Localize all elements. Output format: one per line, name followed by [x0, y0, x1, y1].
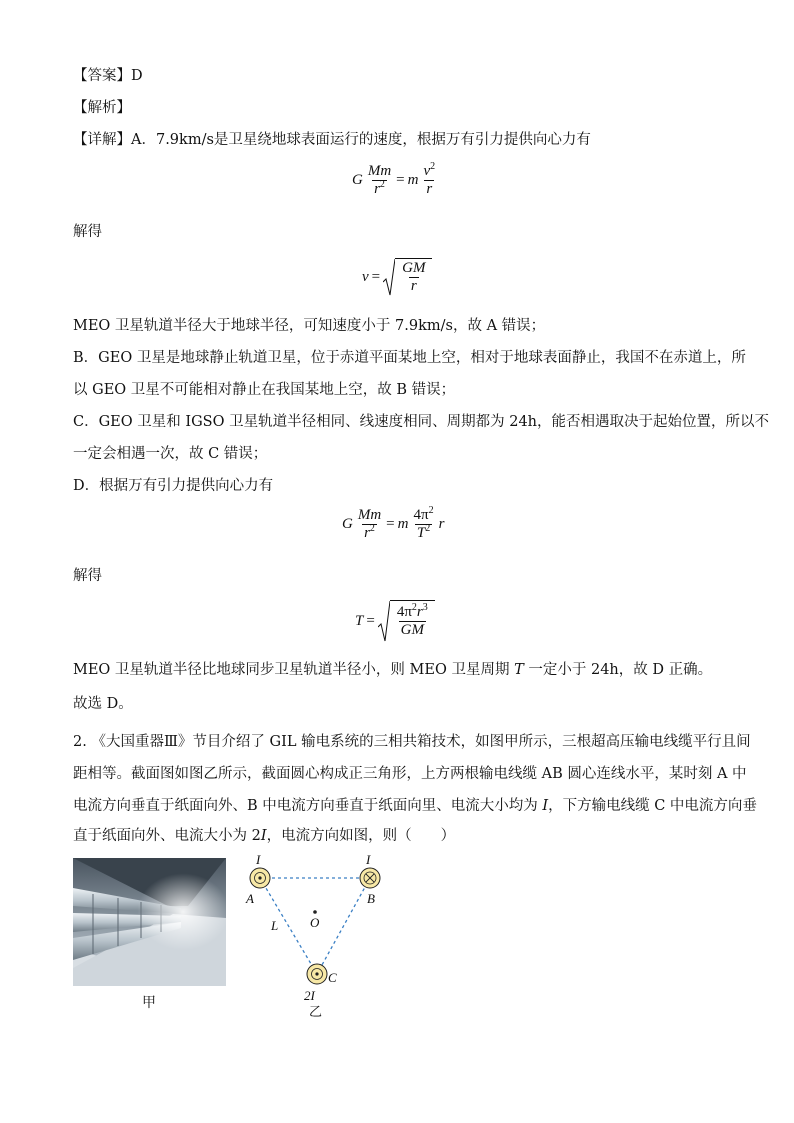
- eq4-T: T: [355, 612, 364, 629]
- eq3-m: m: [397, 516, 409, 532]
- solve-label-1: 解得: [73, 224, 102, 240]
- label-current-c: 2I: [304, 988, 315, 1003]
- cable-b: [360, 868, 380, 888]
- question2-line3-part1: 电流方向垂直于纸面向外、B 中电流方向垂直于纸面向里、电流大小均为: [73, 798, 543, 814]
- line-ac: [260, 878, 317, 974]
- detail-line-d2-T: T: [514, 662, 524, 678]
- detail-line-d2-part2: 一定小于 24h，故 D 正确。: [523, 662, 713, 678]
- eq1-num-left: Mm: [367, 163, 392, 179]
- eq1-G: G: [352, 172, 363, 188]
- detail-line-a2: MEO 卫星轨道半径大于地球半径，可知速度小于 7.9km/s，故 A 错误；: [73, 318, 546, 334]
- eq1-exp-right: 2: [430, 161, 436, 172]
- eq4-exp-pi: 2: [411, 602, 417, 613]
- eq1-frac-right: [421, 163, 437, 198]
- question2-line3: [73, 796, 757, 816]
- answer-line: [73, 66, 143, 86]
- question2-line4-part2: ，电流方向如图，则（ ）: [266, 828, 456, 844]
- caption-jia: 甲: [142, 995, 156, 1011]
- eq3-den-right: T: [416, 525, 426, 541]
- equation-4: [355, 600, 435, 642]
- eq4-num-a: 4π: [396, 604, 412, 620]
- solve-label-2: 解得: [73, 568, 102, 584]
- eq1-exp-left: 2: [379, 179, 385, 190]
- caption-yi: 乙: [309, 1005, 323, 1020]
- label-c: C: [328, 970, 337, 985]
- detail-line-b2: 以 GEO 卫星不可能相对静止在我国某地上空，故 B 错误；: [73, 382, 456, 398]
- eq2-den: r: [410, 278, 417, 294]
- eq4-exp-r: 3: [422, 602, 428, 613]
- eq3-r: r: [438, 516, 445, 532]
- eq3-equals: =: [386, 516, 395, 532]
- label-b: B: [367, 891, 375, 906]
- detail-line-d: D．根据万有引力提供向心力有: [73, 478, 274, 494]
- eq3-exp-left: 2: [369, 523, 375, 534]
- eq1-den-right: r: [426, 181, 433, 197]
- analysis-label: 【解析】: [73, 100, 131, 116]
- detail-text-a: A．7.9km/s是卫星绕地球表面运行的速度，根据万有引力提供向心力有: [131, 132, 591, 148]
- detail-line-c1: C．GEO 卫星和 IGSO 卫星轨道半径相同、线速度相同、周期都为 24h，能否相遇取决于起始位置，所以不: [73, 414, 770, 430]
- eq2-sqrt: [383, 258, 432, 296]
- cable-a: [250, 868, 270, 888]
- eq3-G: G: [342, 516, 353, 532]
- eq1-m: m: [407, 172, 419, 188]
- answer-label: 【答案】: [73, 68, 131, 84]
- cable-cross-section-diagram: [240, 850, 410, 1024]
- eq3-num-left: Mm: [357, 507, 382, 523]
- eq2-v: v: [362, 268, 369, 285]
- eq3-exp-den: 2: [425, 523, 431, 534]
- eq3-exp-num: 2: [428, 505, 434, 516]
- eq4-equals: =: [366, 612, 375, 629]
- eq3-frac-right: [411, 507, 435, 542]
- eq1-equals: =: [396, 172, 405, 188]
- eq1-den-left: r: [374, 181, 380, 197]
- center-o-dot: [313, 910, 317, 914]
- question2-line4-I: I: [260, 828, 267, 844]
- question2-line3-I: I: [542, 798, 549, 814]
- label-o: O: [310, 915, 320, 930]
- eq4-sqrt: [378, 600, 435, 642]
- label-current-a: I: [256, 852, 261, 867]
- label-current-b: I: [366, 852, 371, 867]
- detail-line-c2: 一定会相遇一次，故 C 错误；: [73, 446, 268, 462]
- question2-line4-part1: 直于纸面向外、电流大小为 2: [73, 828, 261, 844]
- question2-line2: 距相等。截面图如图乙所示，截面圆心构成正三角形，上方两根输电线缆 AB 圆心连线水平，某时刻 A 中: [73, 766, 747, 782]
- detail-label: 【详解】: [73, 132, 131, 148]
- detail-line-d2: [73, 660, 712, 680]
- detail-line-d2-part1: MEO 卫星轨道半径比地球同步卫星轨道半径小，则 MEO 卫星周期: [73, 662, 515, 678]
- question2-line1: 2. 《大国重器Ⅲ》节目介绍了 GIL 输电系统的三相共箱技术，如图甲所示，三根超高压输电线缆平行且间: [73, 734, 751, 750]
- eq3-num-right: 4π: [413, 507, 429, 523]
- detail-line-a: [73, 130, 591, 150]
- line-bc: [317, 878, 370, 974]
- eq4-num-b: r: [416, 604, 423, 620]
- answer-value: D: [131, 68, 143, 84]
- eq3-den-left: r: [364, 525, 370, 541]
- cable-c: [307, 964, 327, 984]
- question2-line3-part2: ，下方输电线缆 C 中电流方向垂: [548, 798, 757, 814]
- label-l: L: [271, 918, 279, 933]
- tunnel-photo: [73, 858, 226, 986]
- eq3-frac-left: [356, 507, 383, 542]
- equation-3: [342, 507, 444, 542]
- eq2-num: GM: [402, 260, 426, 276]
- label-a: A: [246, 891, 254, 906]
- detail-line-b1: B．GEO 卫星是地球静止轨道卫星，位于赤道平面某地上空，相对于地球表面静止，我国不在赤道上，所: [73, 350, 746, 366]
- eq1-num-right: v: [423, 163, 431, 179]
- equation-2: [362, 258, 432, 296]
- equation-1: [352, 163, 440, 198]
- eq4-den: GM: [400, 622, 424, 638]
- question2-line4: [73, 826, 455, 846]
- choose-line: 故选 D。: [73, 696, 133, 712]
- eq2-equals: =: [371, 268, 381, 285]
- eq1-frac-left: [366, 163, 393, 198]
